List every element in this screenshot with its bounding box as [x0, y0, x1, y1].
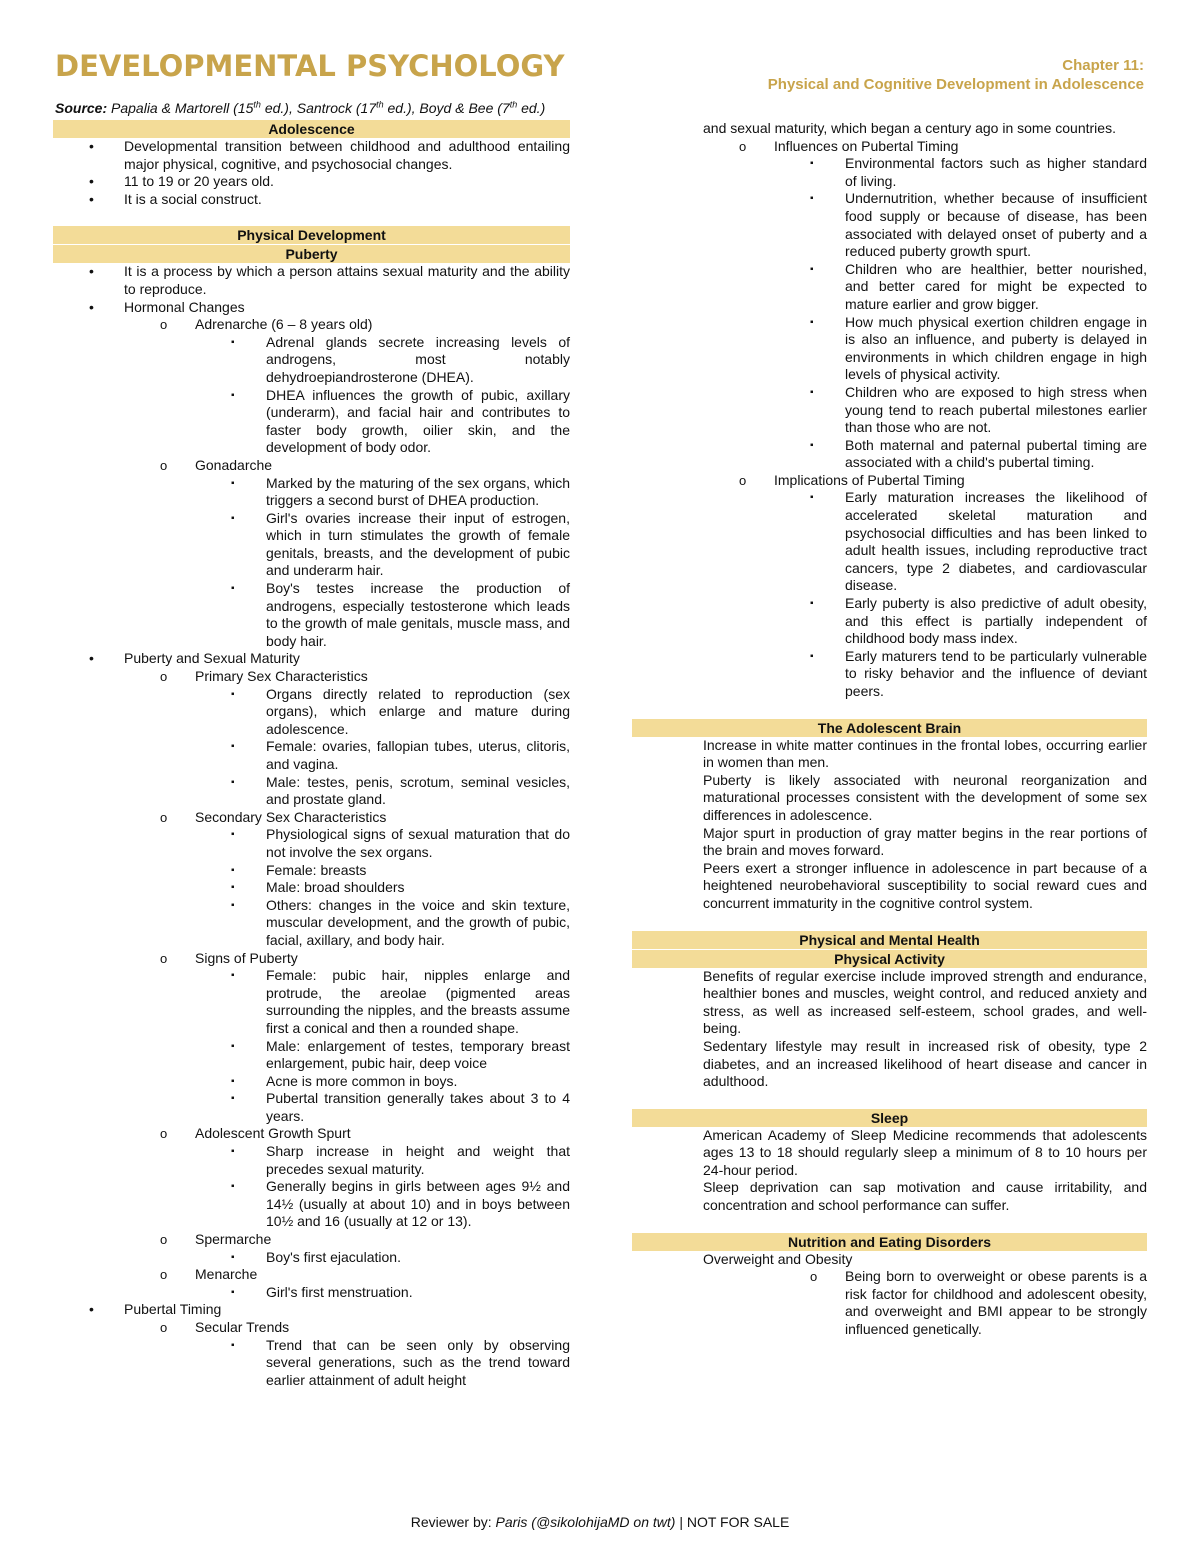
timing-continued-item [632, 120, 1147, 701]
sleep-list [632, 1127, 1147, 1215]
detail-item: ▪ Adrenal glands secrete increasing levels of androgens, most notably dehydroepiandrosterone (DHEA). [195, 334, 570, 387]
list-item: Increase in white matter continues in the frontal lobes, occurring earlier in women than men. [703, 736, 1147, 771]
sublist [124, 668, 570, 1301]
detail-item: ▪ Acne is more common in boys. [195, 1073, 570, 1091]
sublist [195, 1143, 570, 1231]
document-title: DEVELOPMENTAL PSYCHOLOGY [55, 49, 565, 83]
sublist-item [124, 950, 570, 1126]
sublist [632, 120, 1147, 701]
puberty-list [53, 263, 570, 1389]
item-label: Spermarche [195, 1231, 272, 1248]
sublist [124, 316, 570, 650]
left-column [53, 120, 570, 1389]
detail-item: ▪ Male: enlargement of testes, temporary breast enlargement, pubic hair, deep voice [195, 1038, 570, 1073]
list-item: • Developmental transition between childhood and adulthood entailing major physical, cognitive, and psychosocial changes. [53, 138, 570, 173]
footer [0, 1514, 1200, 1532]
detail-item: ▪ DHEA influences the growth of pubic, axillary (underarm), and facial hair and contributes to faster body growth, oilier skin, and the development of body odor. [195, 387, 570, 457]
item-label: Adrenarche (6 – 8 years old) [195, 316, 373, 333]
sublist-item [124, 1231, 570, 1266]
item-label: Gonadarche [195, 456, 273, 473]
section-heading-brain: The Adolescent Brain [632, 719, 1147, 737]
sublist-item [632, 120, 1147, 138]
chapter-number: Chapter 11: [1062, 57, 1144, 74]
detail-item: ▪ Male: broad shoulders [195, 879, 570, 897]
list-item: Sleep deprivation can sap motivation and cause irritability, and concentration and school performance can suffer. [703, 1179, 1147, 1214]
list-item: • 11 to 19 or 20 years old. [53, 173, 570, 191]
item-label: Menarche [195, 1266, 258, 1283]
item-label: Adolescent Growth Spurt [195, 1125, 351, 1142]
source-text: Papalia & Martorell (15 [107, 100, 254, 116]
section-heading-nutrition: Nutrition and Eating Disorders [632, 1233, 1147, 1251]
item-label: Signs of Puberty [195, 949, 298, 966]
sublist [703, 1268, 1147, 1338]
detail-item: ▪ Early puberty is also predictive of adult obesity, and this effect is partially independent of childhood body mass index. [774, 595, 1147, 648]
detail-item: ▪ Boy's first ejaculation. [195, 1249, 570, 1267]
sublist-item [124, 316, 570, 457]
list-item: American Academy of Sleep Medicine recommends that adolescents ages 13 to 18 should regularly sleep a minimum of 8 to 10 hours per 24-hour period. [703, 1126, 1147, 1178]
sublist [195, 1337, 570, 1390]
section-subheading-activity: Physical Activity [632, 950, 1147, 968]
detail-item: ▪ Early maturation increases the likelihood of accelerated skeletal maturation and psychosocial difficulties and has been linked to adult health issues, including reproductive tract cancers, type 2 diabetes, and cardiovascular disease. [774, 489, 1147, 595]
sublist [195, 1284, 570, 1302]
detail-item: ▪ Girl's first menstruation. [195, 1284, 570, 1302]
detail-item: ▪ Early maturers tend to be particularly vulnerable to risky behavior and the influence of deviant peers. [774, 648, 1147, 701]
item-label: Influences on Pubertal Timing [774, 137, 959, 154]
detail-item: ▪ Children who are exposed to high stress when young tend to reach pubertal milestones earlier than those who are not. [774, 384, 1147, 437]
list-item: Peers exert a stronger influence in adolescence in part because of a heightened neurobehavioral susceptibility to social reward cues and concurrent immaturity in the cognitive control system. [703, 859, 1147, 911]
detail-item: ▪ Others: changes in the voice and skin texture, muscular development, and the growth of pubic, facial, axillary, and body hair. [195, 897, 570, 950]
activity-list [632, 968, 1147, 1091]
sublist [195, 334, 570, 457]
sublist [124, 1319, 570, 1389]
sublist-item [124, 668, 570, 809]
sublist [774, 489, 1147, 700]
sublist-item [632, 472, 1147, 701]
right-column [632, 120, 1147, 1339]
section-heading-sleep: Sleep [632, 1109, 1147, 1127]
sublist-item: o Being born to overweight or obese parents is a risk factor for childhood and adolescent obesity, and overweight and BMI appear to be strongly influenced genetically. [703, 1268, 1147, 1338]
sublist [195, 686, 570, 809]
timing-continued [632, 120, 1147, 701]
list-item: Major spurt in production of gray matter begins in the rear portions of the brain and moves forward. [703, 824, 1147, 859]
detail-item: ▪ Girl's ovaries increase their input of estrogen, which in turn stimulates the growth of female genitals, breasts, and the development of pubic and underarm hair. [195, 510, 570, 580]
list-item [632, 1251, 1147, 1339]
list-item [53, 1301, 570, 1389]
item-label: Overweight and Obesity [703, 1250, 853, 1267]
item-label: Pubertal Timing [124, 1301, 222, 1318]
footer-suffix: | NOT FOR SALE [675, 1514, 790, 1530]
source-sup: th [509, 99, 518, 110]
source-line [55, 100, 545, 118]
item-label: Secular Trends [195, 1319, 290, 1335]
sublist [632, 120, 1147, 138]
sublist [195, 475, 570, 651]
list-item: • It is a process by which a person attains sexual maturity and the ability to reproduce. [53, 263, 570, 298]
detail-item: ▪ Organs directly related to reproduction (sex organs), which enlarge and mature during adolescence. [195, 686, 570, 739]
brain-list [632, 737, 1147, 913]
detail-item: ▪ Female: breasts [195, 862, 570, 880]
detail-item: ▪ How much physical exertion children engage in is also an influence, and puberty is delayed in environments in which children engage in high levels of physical activity. [774, 314, 1147, 384]
detail-item: ▪ Pubertal transition generally takes about 3 to 4 years. [195, 1090, 570, 1125]
section-heading-health: Physical and Mental Health [632, 931, 1147, 949]
list-item: Sedentary lifestyle may result in increased risk of obesity, type 2 diabetes, and an increased likelihood of heart disease and cancer in adulthood. [703, 1037, 1147, 1090]
source-sup: th [253, 99, 261, 110]
adolescence-list [53, 138, 570, 208]
detail-item: ▪ Trend that can be seen only by observing several generations, such as the trend toward earlier attainment of adult height [195, 1337, 570, 1390]
source-sup: th [376, 99, 384, 110]
detail-item: ▪ Male: testes, penis, scrotum, seminal vesicles, and prostate gland. [195, 774, 570, 809]
item-label: Primary Sex Characteristics [195, 668, 368, 685]
sublist [195, 967, 570, 1125]
section-subheading-puberty: Puberty [53, 245, 570, 263]
sublist-item [124, 809, 570, 950]
nutrition-list [632, 1251, 1147, 1339]
list-item: Benefits of regular exercise include improved strength and endurance, healthier bones and muscles, weight control, and reduced anxiety and stress, as well as increased self-esteem, school grades, and well-being. [703, 967, 1147, 1037]
source-label: Source: [55, 100, 108, 116]
sublist-item [124, 457, 570, 651]
footer-author: Paris (@sikolohijaMD on twt) [495, 1514, 676, 1530]
sublist [195, 826, 570, 949]
detail-item-continued: and sexual maturity, which began a century ago in some countries. [703, 120, 1116, 136]
list-item [53, 299, 570, 651]
chapter-subtitle: Physical and Cognitive Development in Adolescence [767, 76, 1144, 93]
source-text: ed.), Santrock (17 [260, 100, 377, 116]
detail-item: ▪ Boy's testes increase the production of androgens, especially testosterone which leads to the growth of male genitals, muscle mass, and body hair. [195, 580, 570, 650]
sublist-item [124, 1266, 570, 1301]
section-heading-physical: Physical Development [53, 226, 570, 244]
item-label: Secondary Sex Characteristics [195, 808, 387, 825]
item-label: Puberty and Sexual Maturity [124, 650, 300, 667]
list-item: • It is a social construct. [53, 191, 570, 209]
sublist-item [632, 138, 1147, 472]
detail-item: ▪ Female: ovaries, fallopian tubes, uterus, clitoris, and vagina. [195, 738, 570, 773]
item-label: Implications of Pubertal Timing [774, 471, 965, 488]
detail-item: ▪ Both maternal and paternal pubertal timing are associated with a child's pubertal timing. [774, 437, 1147, 472]
sublist [774, 155, 1147, 472]
footer-prefix: Reviewer by: [410, 1514, 496, 1530]
detail-item: ▪ Female: pubic hair, nipples enlarge and protrude, the areolae (pigmented areas surrounding the nipples, and the breasts assume first a conical and then a rounded shape. [195, 967, 570, 1037]
item-label: Hormonal Changes [124, 298, 245, 315]
sublist-item [124, 1125, 570, 1231]
list-item: Puberty is likely associated with neuronal reorganization and maturational processes consistent with the development of some sex differences in adolescence. [703, 771, 1147, 823]
list-item [53, 650, 570, 1301]
detail-item: ▪ Environmental factors such as higher standard of living. [774, 155, 1147, 190]
detail-item: ▪ Generally begins in girls between ages 9½ and 14½ (usually at about 10) and in boys between 10½ and 16 (usually at 12 or 13). [195, 1178, 570, 1231]
sublist [195, 1249, 570, 1267]
source-text: ed.), Boyd & Bee (7 [383, 100, 510, 116]
sublist-item [124, 1319, 570, 1389]
detail-item: ▪ Marked by the maturing of the sex organs, which triggers a second burst of DHEA production. [195, 475, 570, 510]
detail-item: ▪ Children who are healthier, better nourished, and better cared for might be expected to mature earlier and grow bigger. [774, 261, 1147, 314]
detail-item: ▪ Physiological signs of sexual maturation that do not involve the sex organs. [195, 826, 570, 861]
detail-item: ▪ Sharp increase in height and weight that precedes sexual maturity. [195, 1143, 570, 1178]
section-heading-adolescence: Adolescence [53, 120, 570, 138]
chapter-heading [768, 57, 1144, 94]
detail-item: ▪ Undernutrition, whether because of insufficient food supply or because of disease, has been associated with delayed onset of puberty and a reduced puberty growth spurt. [774, 190, 1147, 260]
source-text: ed.) [517, 100, 546, 116]
